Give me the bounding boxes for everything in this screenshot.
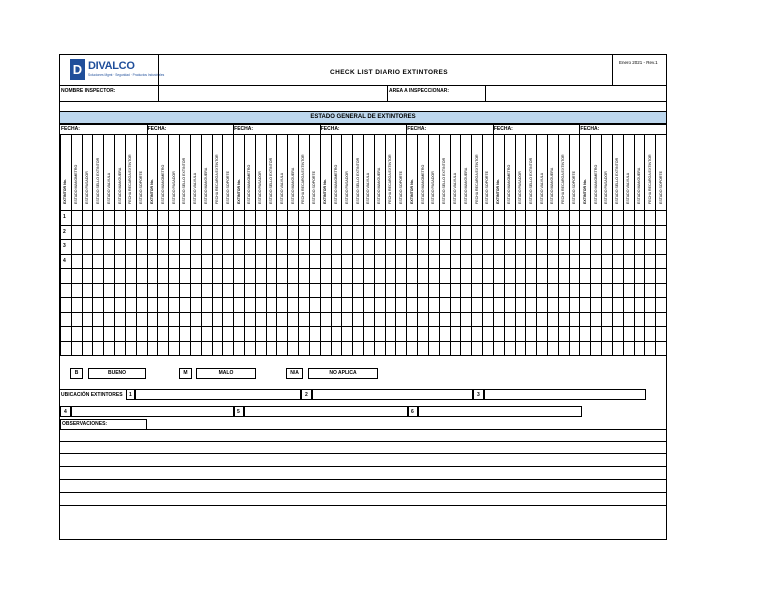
column-header: ESTADO SOPORTE [139,170,144,204]
column-header: ESTADO SELLO EXTINTOR [182,157,187,204]
column-header: ESTADO VALVULA [279,172,284,204]
fecha-label-2: FECHA: [147,126,167,132]
column-header: ESTADO SELLO EXTINTOR [528,157,533,204]
column-header: ESTADO MANGUERA [636,167,641,204]
column-header: FECHA RECARGA EXTINTOR [561,154,566,204]
inspector-label: NOMBRE INSPECTOR: [61,88,116,94]
fecha-label-3: FECHA: [234,126,254,132]
logo-tagline: Soluciones Mgmt · Seguridad · Productos Industriales [88,73,165,77]
observaciones-header: OBSERVACIONES: [60,419,147,430]
ubicacion-num-2: 2 [301,389,312,400]
column-header: ESTADO MANOMETRO [507,164,512,204]
column-header: ESTADO PASADOR [604,171,609,204]
column-header: ESTADO SOPORTE [225,170,230,204]
column-header: ESTADO MANGUERA [550,167,555,204]
column-header: ESTADO MANGUERA [117,167,122,204]
column-header: ESTADO SOPORTE [658,170,663,204]
column-header: ESTADO SOPORTE [312,170,317,204]
ubicacion-field-5[interactable] [244,406,408,417]
ubicacion-field-1[interactable] [135,389,301,400]
fecha-label-5: FECHA: [407,126,427,132]
column-header: ESTADO SELLO EXTINTOR [269,157,273,204]
ubicacion-num-1: 1 [126,389,135,400]
column-header: EXTINTOR No. [323,179,328,204]
column-header: ESTADO SELLO EXTINTOR [442,157,447,204]
row-number: 1 [63,214,66,220]
column-header: EXTINTOR No. [496,179,501,204]
legend-text-no-aplica: NO APLICA [308,368,378,379]
column-header: ESTADO MANOMETRO [247,164,252,204]
column-header: ESTADO MANOMETRO [593,164,598,204]
column-header: FECHA RECARGA EXTINTOR [647,154,652,204]
row-number: 3 [63,243,66,249]
row-number: 4 [63,257,66,264]
column-header: ESTADO SOPORTE [398,170,403,204]
column-header: ESTADO SELLO EXTINTOR [615,157,620,204]
column-header: ESTADO MANGUERA [290,167,295,204]
ubicacion-field-3[interactable] [484,389,646,400]
area-label: AREA A INSPECCIONAR: [389,88,450,94]
column-header: ESTADO PASADOR [85,171,90,204]
fecha-label-1: FECHA: [61,126,80,132]
legend-code-m: M [179,368,192,379]
column-header: ESTADO PASADOR [258,171,263,204]
ubicacion-field-4[interactable] [71,406,234,417]
legend-text-malo: MALO [196,368,256,379]
company-logo [70,59,165,81]
legend-code-b: B [70,368,83,379]
column-header: EXTINTOR No. [149,179,154,204]
column-header: ESTADO VALVULA [452,172,457,204]
column-header: ESTADO VALVULA [626,172,631,204]
ubicacion-field-6[interactable] [418,406,582,417]
fecha-label-7: FECHA: [580,126,600,132]
column-header: ESTADO MANGUERA [204,167,209,204]
column-header: ESTADO PASADOR [344,171,349,204]
column-header: ESTADO MANOMETRO [74,164,79,204]
ubicacion-field-2[interactable] [312,389,473,400]
column-header: FECHA RECARGA EXTINTOR [128,154,133,204]
checklist-sheet [59,54,667,540]
column-header: EXTINTOR No. [236,179,241,204]
fecha-label-4: FECHA: [320,126,340,132]
column-header: FECHA RECARGA EXTINTOR [301,154,306,204]
column-header: ESTADO MANGUERA [463,167,468,204]
column-header: ESTADO PASADOR [517,171,522,204]
column-header: EXTINTOR No. [63,179,68,204]
column-header: ESTADO SOPORTE [485,170,490,204]
legend-code-na: N/A [286,368,303,379]
column-header: EXTINTOR No. [409,179,414,204]
form-title: CHECK LIST DIARIO EXTINTORES [330,69,448,76]
ubicacion-num-5: 5 [234,406,244,417]
column-header: ESTADO VALVULA [539,172,544,204]
column-header: ESTADO PASADOR [431,171,436,204]
column-header: ESTADO VALVULA [193,172,198,204]
column-header: ESTADO PASADOR [171,171,176,204]
column-header: ESTADO MANOMETRO [333,164,338,204]
column-header: FECHA RECARGA EXTINTOR [388,154,393,204]
row-number: 2 [63,228,66,235]
column-header: ESTADO SELLO EXTINTOR [95,157,100,204]
revision-label: Enero 2021 - Rev.1 [619,60,658,65]
ubicacion-num-3: 3 [473,389,484,400]
section-title: ESTADO GENERAL DE EXTINTORES [59,111,667,124]
legend-text-bueno: BUENO [88,368,146,379]
column-header: ESTADO VALVULA [106,172,111,204]
ubicacion-label: UBICACIÓN EXTINTORES [61,392,123,398]
column-header: ESTADO VALVULA [366,172,371,204]
column-header: ESTADO MANGUERA [377,167,382,204]
ubicacion-num-4: 4 [60,406,71,417]
logo-name: DIVALCO [88,60,135,72]
column-header: FECHA RECARGA EXTINTOR [214,154,219,204]
column-header: ESTADO SELLO EXTINTOR [355,157,360,204]
column-header: FECHA RECARGA EXTINTOR [474,154,479,204]
column-header: EXTINTOR No. [582,179,587,204]
ubicacion-num-6: 6 [408,406,418,417]
fecha-label-6: FECHA: [493,126,513,132]
column-header: ESTADO MANOMETRO [160,164,165,204]
extintor-grid [60,124,666,356]
column-header: ESTADO MANOMETRO [420,164,425,204]
logo-mark-icon: D [70,59,85,80]
column-header: ESTADO SOPORTE [572,170,576,204]
